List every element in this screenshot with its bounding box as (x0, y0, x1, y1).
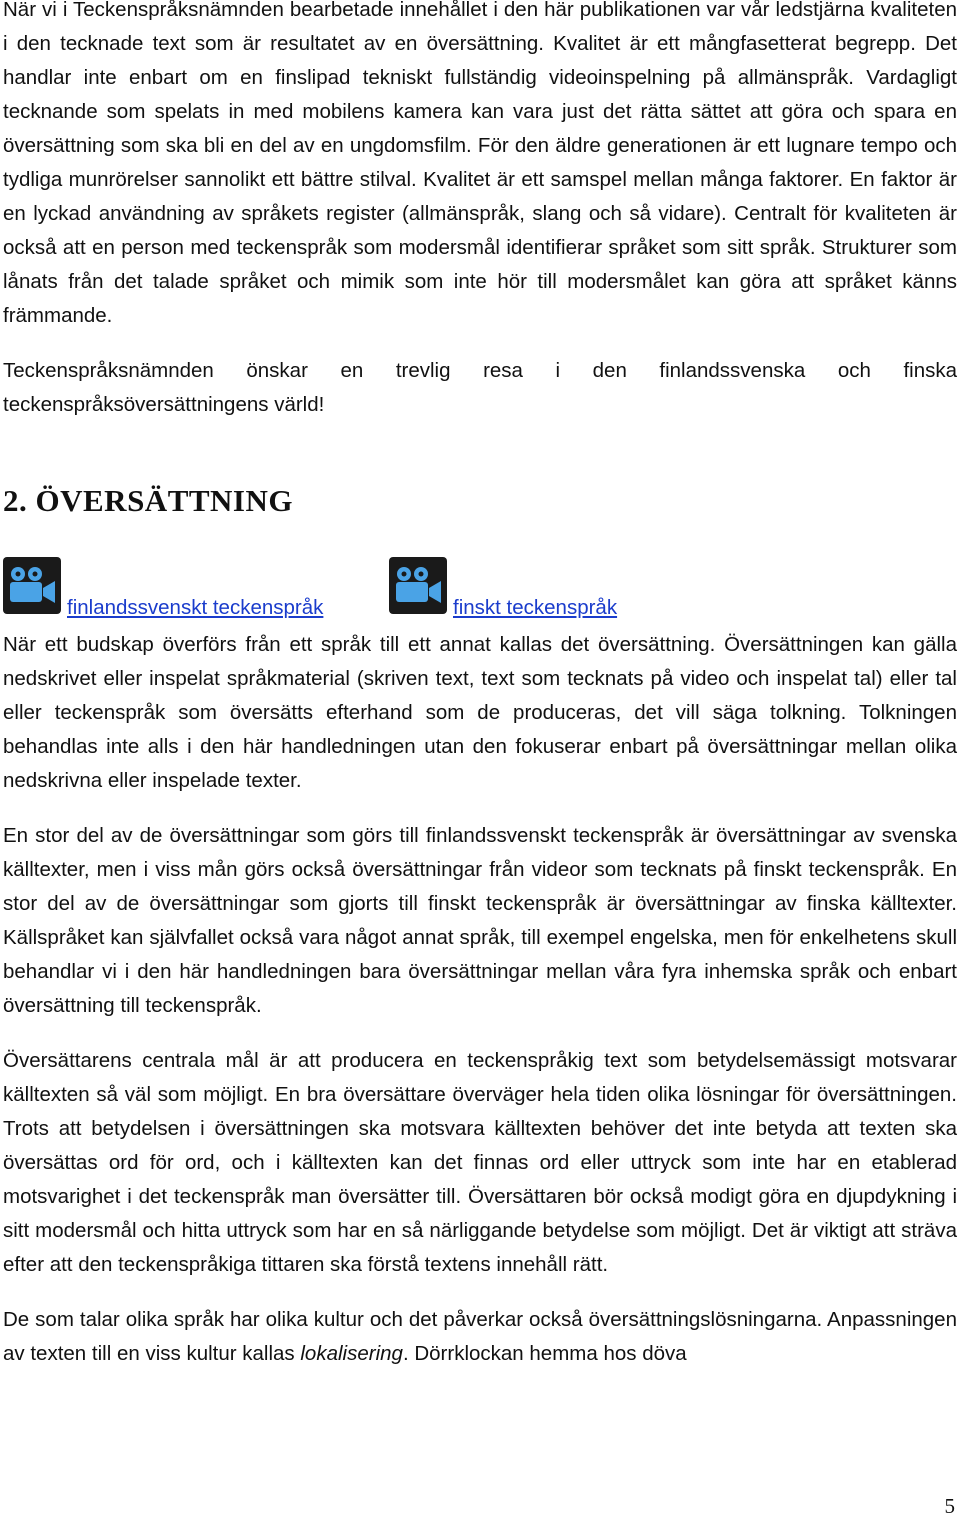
video-camera-icon (389, 557, 447, 614)
section-heading: 2. ÖVERSÄTTNING (3, 483, 293, 518)
video-camera-icon (3, 557, 61, 614)
video-link-finskt[interactable] (389, 557, 618, 619)
section-paragraph-1: När ett budskap överförs från ett språk till ett annat kallas det översättning. Översättningen kan gälla nedskrivet eller inspelat språkmaterial (skriven text, text som tecknats på video och inspelat tal) eller tal eller teckenspråk som översätts efterhand som de produceras, det vill säga tolkning. Tolkningen behandlas inte alls i den här handledningen utan den fokuserar enbart på översättningar mellan olika nedskrivna eller inspelade texter. (3, 633, 957, 792)
term-lokalisering: lokalisering (300, 1342, 403, 1365)
section-paragraph-4 (3, 1303, 957, 1371)
video-link-finlandssvenskt[interactable] (3, 557, 324, 619)
intro-paragraph-2: Teckenspråksnämnden önskar en trevlig resa i den finlandssvenska och finska teckenspråksöversättningens värld! (3, 359, 957, 416)
page-number: 5 (944, 1494, 955, 1518)
document-page (3, 0, 957, 1371)
section-paragraph-3: Översättarens centrala mål är att producera en teckenspråkig text som betydelsemässigt motsvarar källtexten så väl som möjligt. En bra översättare överväger hela tiden olika lösningar för översättningen. Trots att betydelsen i översättningen ska motsvara källtexten behöver det inte betyda att texten ska översättas ord för ord, och i källtexten kan det finnas ord eller uttryck som inte har en etablerad motsvarighet i det teckenspråk man översätter till. Översättaren bör också modigt göra en djupdykning i sitt modersmål och hitta uttryck som har en så närliggande betydelse som möjligt. Det är viktigt att sträva efter att den teckenspråkiga tittaren ska förstå textens innehåll rätt. (3, 1049, 957, 1276)
section-paragraph-2: En stor del av de översättningar som görs till finlandssvenskt teckenspråk är översättningar av svenska källtexter, men i viss mån görs också översättningar från videor som tecknats på finskt teckenspråk. En stor del av de översättningar som gjorts till finskt teckenspråk är översättningar av finska källtexter. Källspråket kan självfallet också vara något annat språk, till exempel engelska, men för enkelhetens skull behandlar vi i den här handledningen bara översättningar mellan våra fyra inhemska språk och enbart översättning till teckenspråk. (3, 824, 957, 1017)
video-link-label: finskt teckenspråk (453, 596, 618, 619)
intro-paragraph-1: När vi i Teckenspråksnämnden bearbetade innehållet i den här publikationen var vår ledstjärna kvaliteten i den tecknade text som är resultatet av en översättning. Kvalitet är ett mångfasetterat begrepp. Det handlar inte enbart om en finslipad tekniskt fullständig videoinspelning på allmänspråk. Vardagligt tecknande som spelats in med mobilens kamera kan vara just det rätta sättet att göra och spara en översättning som ska bli en del av en ungdomsfilm. För den äldre generationen är ett lugnare tempo och tydliga munrörelser sannolikt ett bättre stilval. Kvalitet är ett samspel mellan många faktorer. En faktor är en lyckad användning av språkets register (allmänspråk, slang och så vidare). Centralt för kvaliteten är också att en person med teckenspråk som modersmål identifierar språket som sitt språk. Strukturer som lånats från det talade språket och mimik som inte hör till modersmålet kan göra att språket känns främmande. (3, 0, 957, 327)
paragraph-text: De som talar olika språk har olika kultur och det påverkar också översättningslösningarna. Anpassningen av texten till en viss kultur kallas (3, 1308, 957, 1365)
video-link-label: finlandssvenskt teckenspråk (67, 596, 324, 619)
video-links-row (3, 557, 957, 627)
paragraph-text: . Dörrklockan hemma hos döva (402, 1342, 687, 1365)
